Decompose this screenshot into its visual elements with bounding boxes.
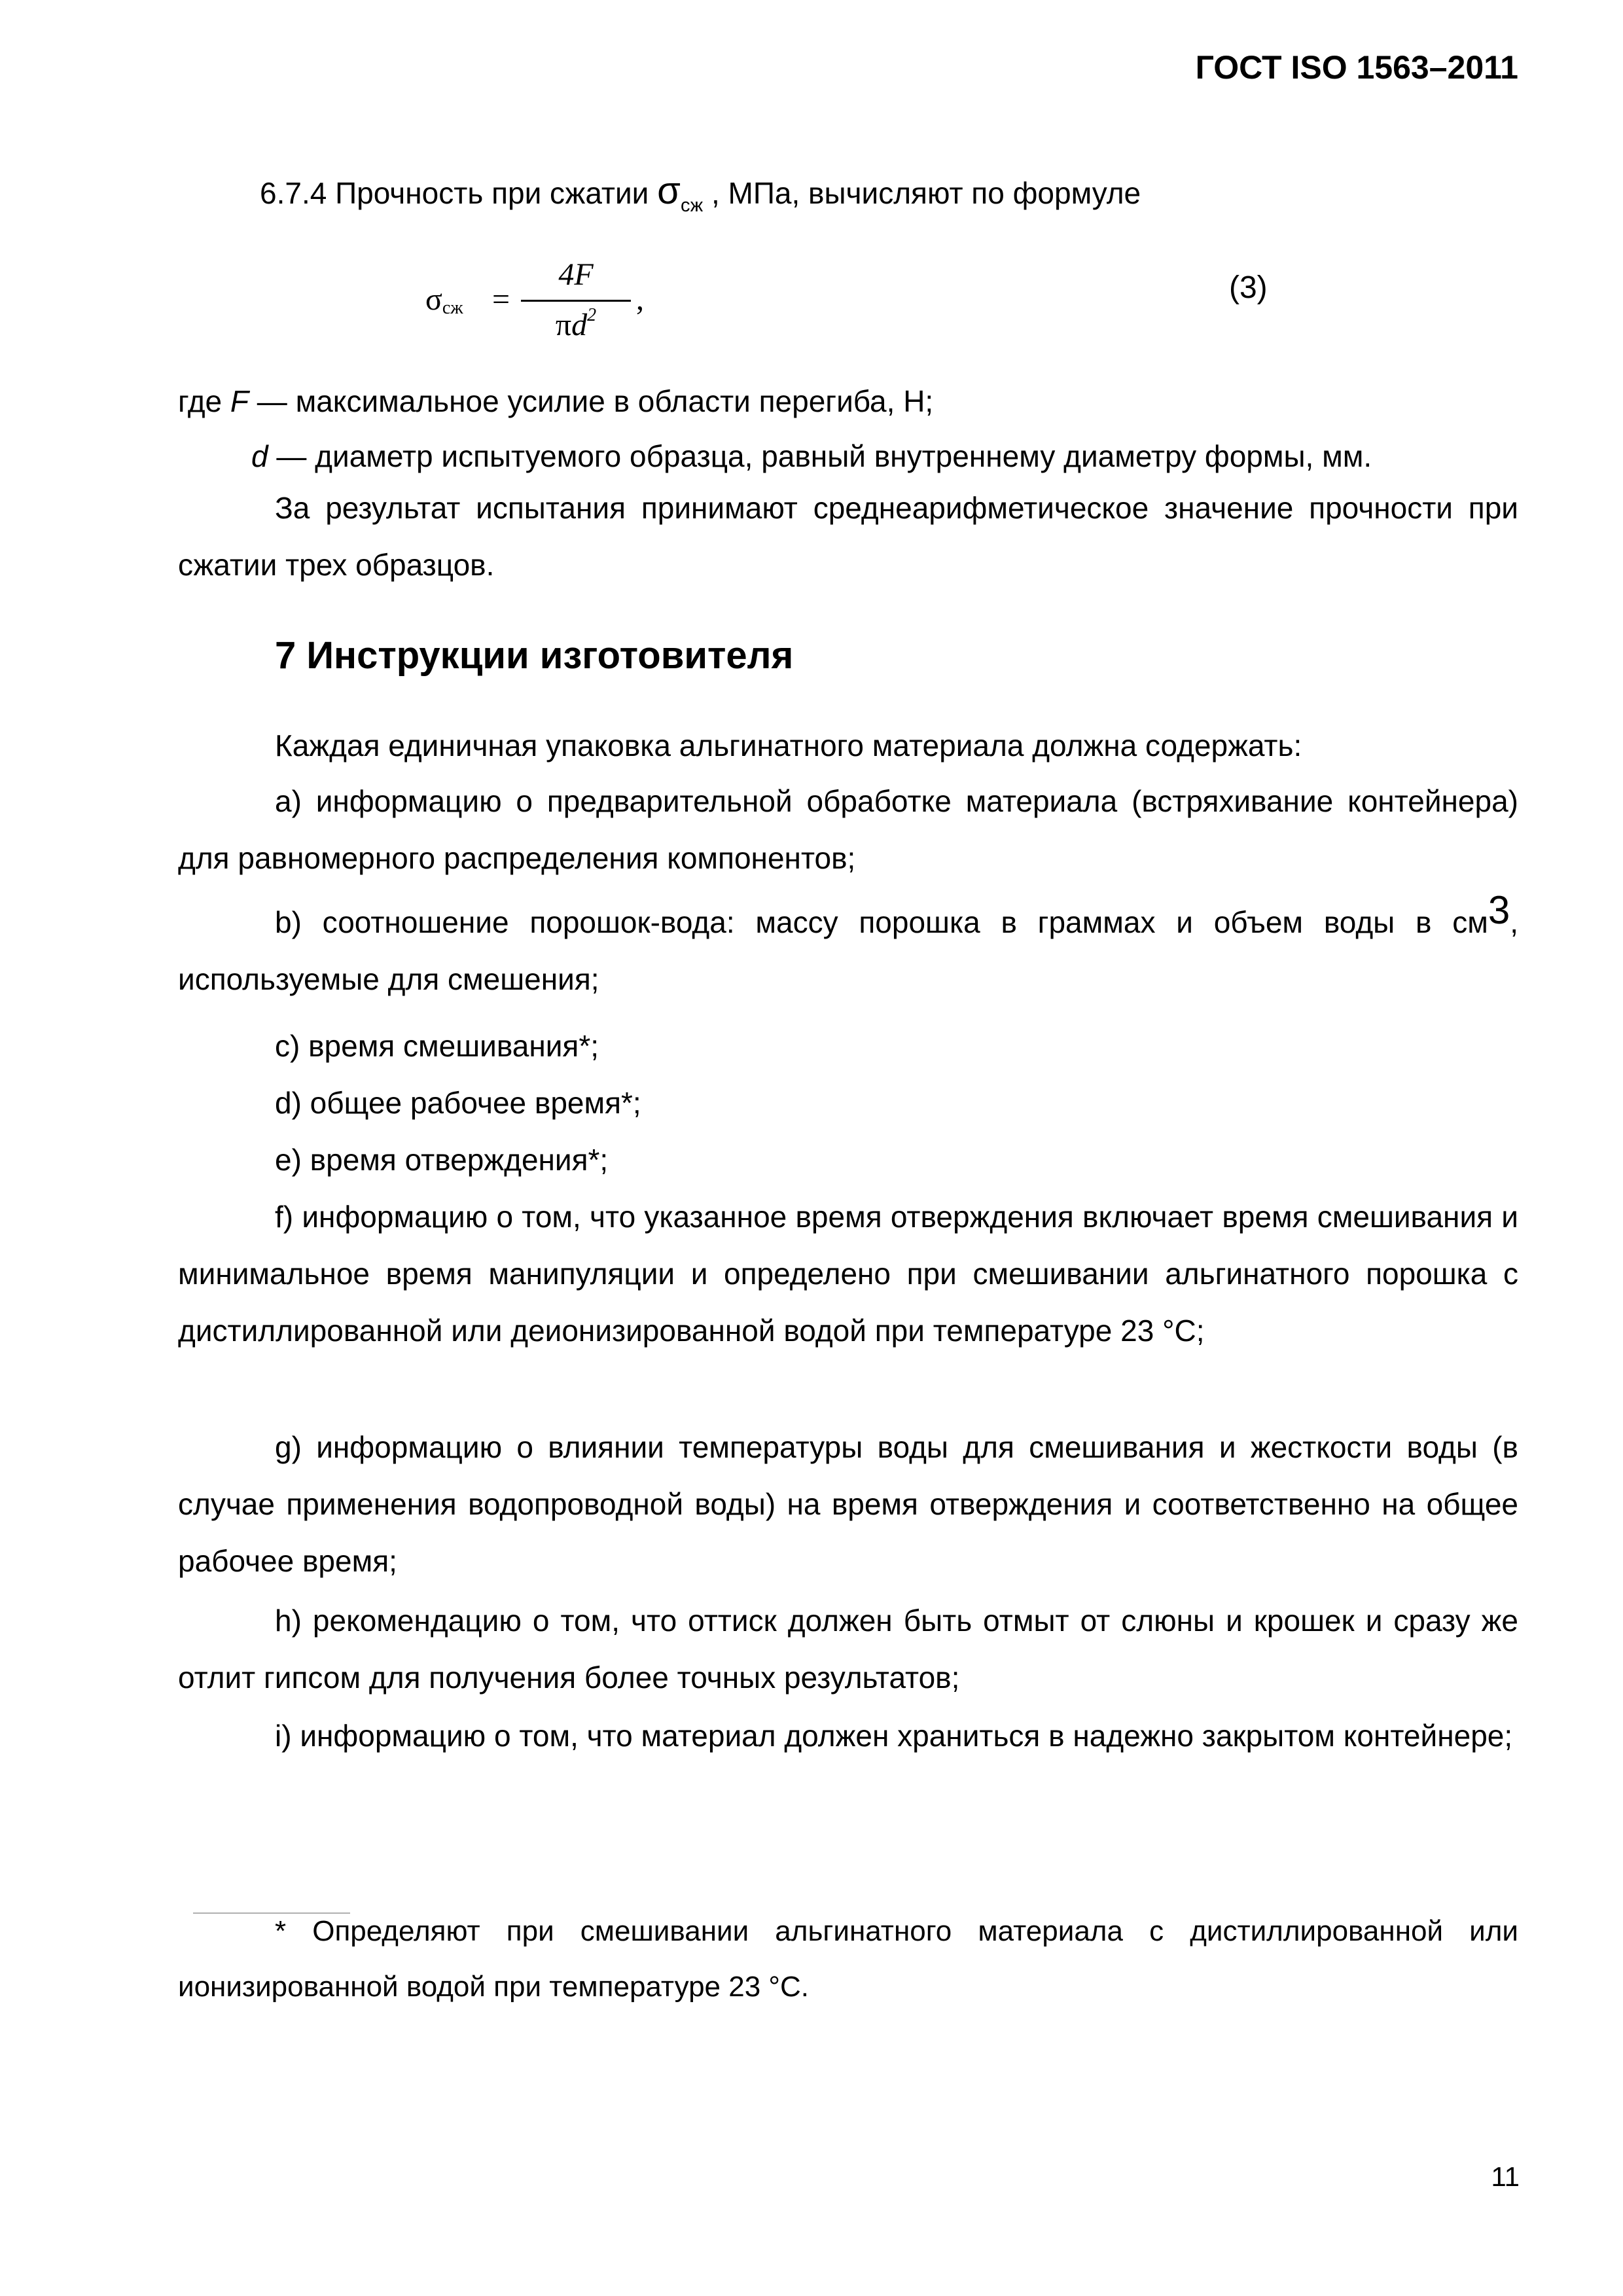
formula-lhs-subscript: сж [442,298,463,318]
item-g: g) информацию о влиянии температуры воды для смешивания и жесткости воды (в случае применения водопроводной воды) на время отверждения и соответственно на общее рабочее время; [178,1430,1518,1578]
formula-den-exponent: 2 [587,305,597,325]
item-e: e) время отверждения*; [275,1143,609,1177]
formula-denominator [517,306,635,350]
item-c: c) время смешивания*; [275,1029,599,1063]
document-header: ГОСТ ISO 1563–2011 [1195,49,1518,86]
formula-numerator: 4F [558,257,594,292]
page-number: 11 [1491,2161,1520,2192]
formula-number: (3) [1229,270,1268,305]
sigma-symbol: σ [657,170,681,212]
formula-lhs-symbol: σ [425,282,442,317]
sigma-subscript: сж [680,195,704,216]
clause-6-7-4-text: 6.7.4 Прочность при сжатии [260,176,658,210]
fraction-bar [521,300,631,302]
formula-equals: = [492,282,510,317]
item-h: h) рекомендацию о том, что оттиск должен быть отмыт от слюны и крошек и сразу же отлит гипсом для получения более точных результатов; [178,1604,1518,1695]
item-f: f) информацию о том, что указанное время отверждения включает время смешивания и минимальное время манипуляции и определено при смешивании альгинатного порошка с дистиллированной или деионизированной водой при температуре 23 °С; [178,1200,1518,1348]
formula-den-var: d [571,308,588,342]
where-d-desc: — диаметр испытуемого образца, равный внутреннему диаметру формы, мм. [268,439,1372,473]
formula-lhs [425,281,463,317]
item-d: d) общее рабочее время*; [275,1086,641,1120]
clause-6-7-4 [178,162,1518,226]
section-7-intro: Каждая единичная упаковка альгинатного материала должна содержать: [275,728,1302,762]
formula-comma: , [636,282,644,317]
item-b-superscript: 3 [1488,888,1510,932]
formula-3 [425,255,700,353]
item-i: i) информацию о том, что материал должен храниться в надежно закрытом контейнере; [275,1719,1513,1753]
where-lead: где [178,384,230,418]
where-d [178,428,1518,485]
item-b-text-end: , используемые для смешения; [178,905,1518,996]
var-d: d [251,439,268,473]
formula-pi: π [555,308,572,342]
section-7-heading: 7 Инструкции изготовителя [275,634,794,677]
formula-fraction [517,255,635,350]
where-F-desc: — максимальное усилие в области перегиба, Н; [249,384,934,418]
item-b-text: b) соотношение порошок-вода: массу порошка в граммах и объем воды в см [275,905,1488,939]
item-b [178,888,1518,1008]
where-F [178,373,1518,430]
item-a: a) информацию о предварительной обработке материала (встряхивание контейнера) для равномерного распределения компонентов; [178,784,1518,875]
clause-6-7-4-text-end: , МПа, вычисляют по формуле [703,176,1141,210]
result-paragraph: За результат испытания принимают среднеарифметическое значение прочности при сжатии трех образцов. [178,491,1518,582]
var-F: F [230,384,249,418]
footnote: * Определяют при смешивании альгинатного материала с дистиллированной или ионизированной водой при температуре 23 °С. [178,1915,1518,2003]
